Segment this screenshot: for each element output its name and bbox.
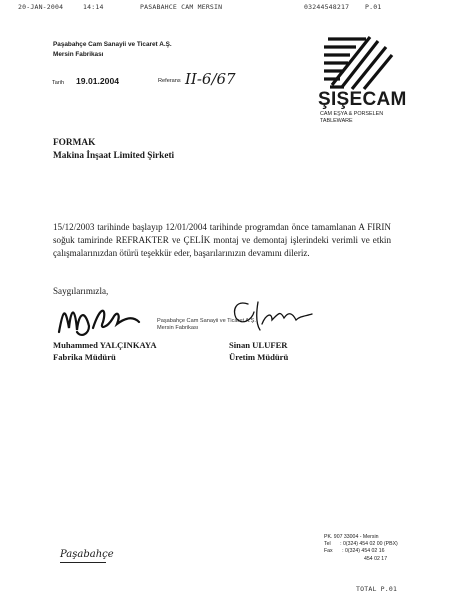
signatory-2-name: Sinan ULUFER: [229, 340, 288, 350]
recipient-block: [53, 137, 174, 163]
fax-phone: 03244548217: [304, 3, 350, 11]
footer-address-block: [324, 534, 398, 563]
fax-time: 14:14: [83, 3, 104, 11]
sisecam-logo-icon: [320, 33, 394, 91]
company-block: [53, 40, 172, 60]
logo-wordmark: ŞIŞECAM: [318, 89, 407, 110]
signature-left: [55, 298, 165, 340]
letter-body: 15/12/2003 tarihinde başlayıp 12/01/2004 tarihinde programdan önce tamamlanan A FIRIN soğuk tamirinde REFRAKTER ve ÇELİK montaj ve demontaj işlerindeki verimli ve etkin çalışmalarınızdan ötürü teşekkür eder, başarılarınızın devamını dileriz.: [53, 222, 391, 258]
reference-value: II-6/67: [185, 70, 236, 88]
footer-fax-label: Fax: [324, 548, 333, 555]
footer-tel-value: : 0(324) 454 02 00 (PBX): [340, 541, 398, 548]
script-underline: [60, 562, 106, 563]
fax-sender: PASABAHCE CAM MERSIN: [140, 3, 223, 11]
fax-date: 20-JAN-2004: [18, 3, 64, 11]
reference-label: Referans: [158, 78, 181, 84]
stamp-line2: Mersin Fabrikası: [157, 325, 199, 331]
logo-sub-line1: CAM EŞYA & PORSELEN: [320, 111, 384, 117]
footer-tel-row: [324, 541, 398, 548]
date-value: 19.01.2004: [76, 76, 120, 86]
closing: Saygılarımızla,: [53, 286, 109, 296]
footer-fax-value: : 0(324) 454 02 16: [342, 548, 385, 555]
footer-address: PK. 907 33004 - Mersin: [324, 534, 379, 540]
stamp-line1: Paşabahçe Cam Sanayii ve Ticaret A.Ş.: [157, 318, 256, 324]
footer-fax-value-2: 454 02 17: [364, 555, 388, 562]
signatory-1-name: Muhammed YALÇINKAYA: [53, 340, 157, 350]
signature-right: [226, 296, 321, 336]
footer-tel-label: Tel: [324, 541, 331, 548]
signatory-2-title: Üretim Müdürü: [229, 351, 289, 362]
fax-page: P.01: [365, 3, 382, 11]
pasabahce-script-logo: Paşabahçe: [60, 549, 114, 560]
signatory-2: [229, 340, 288, 363]
fax-total: TOTAL P.01: [356, 585, 398, 593]
company-branch: Mersin Fabrikası: [53, 51, 104, 58]
recipient-company: Makina İnşaat Limited Şirketi: [53, 151, 175, 161]
date-label: Tarih: [52, 80, 65, 86]
recipient-name: FORMAK: [53, 138, 96, 148]
logo-subtitle: [320, 111, 383, 125]
footer-fax-row: [324, 548, 398, 555]
logo-sub-line2: TABLEWARE: [320, 118, 353, 124]
signatory-1-title: Fabrika Müdürü: [53, 351, 116, 362]
company-name: Paşabahçe Cam Sanayii ve Ticaret A.Ş.: [53, 41, 172, 48]
signatory-1: [53, 340, 157, 363]
